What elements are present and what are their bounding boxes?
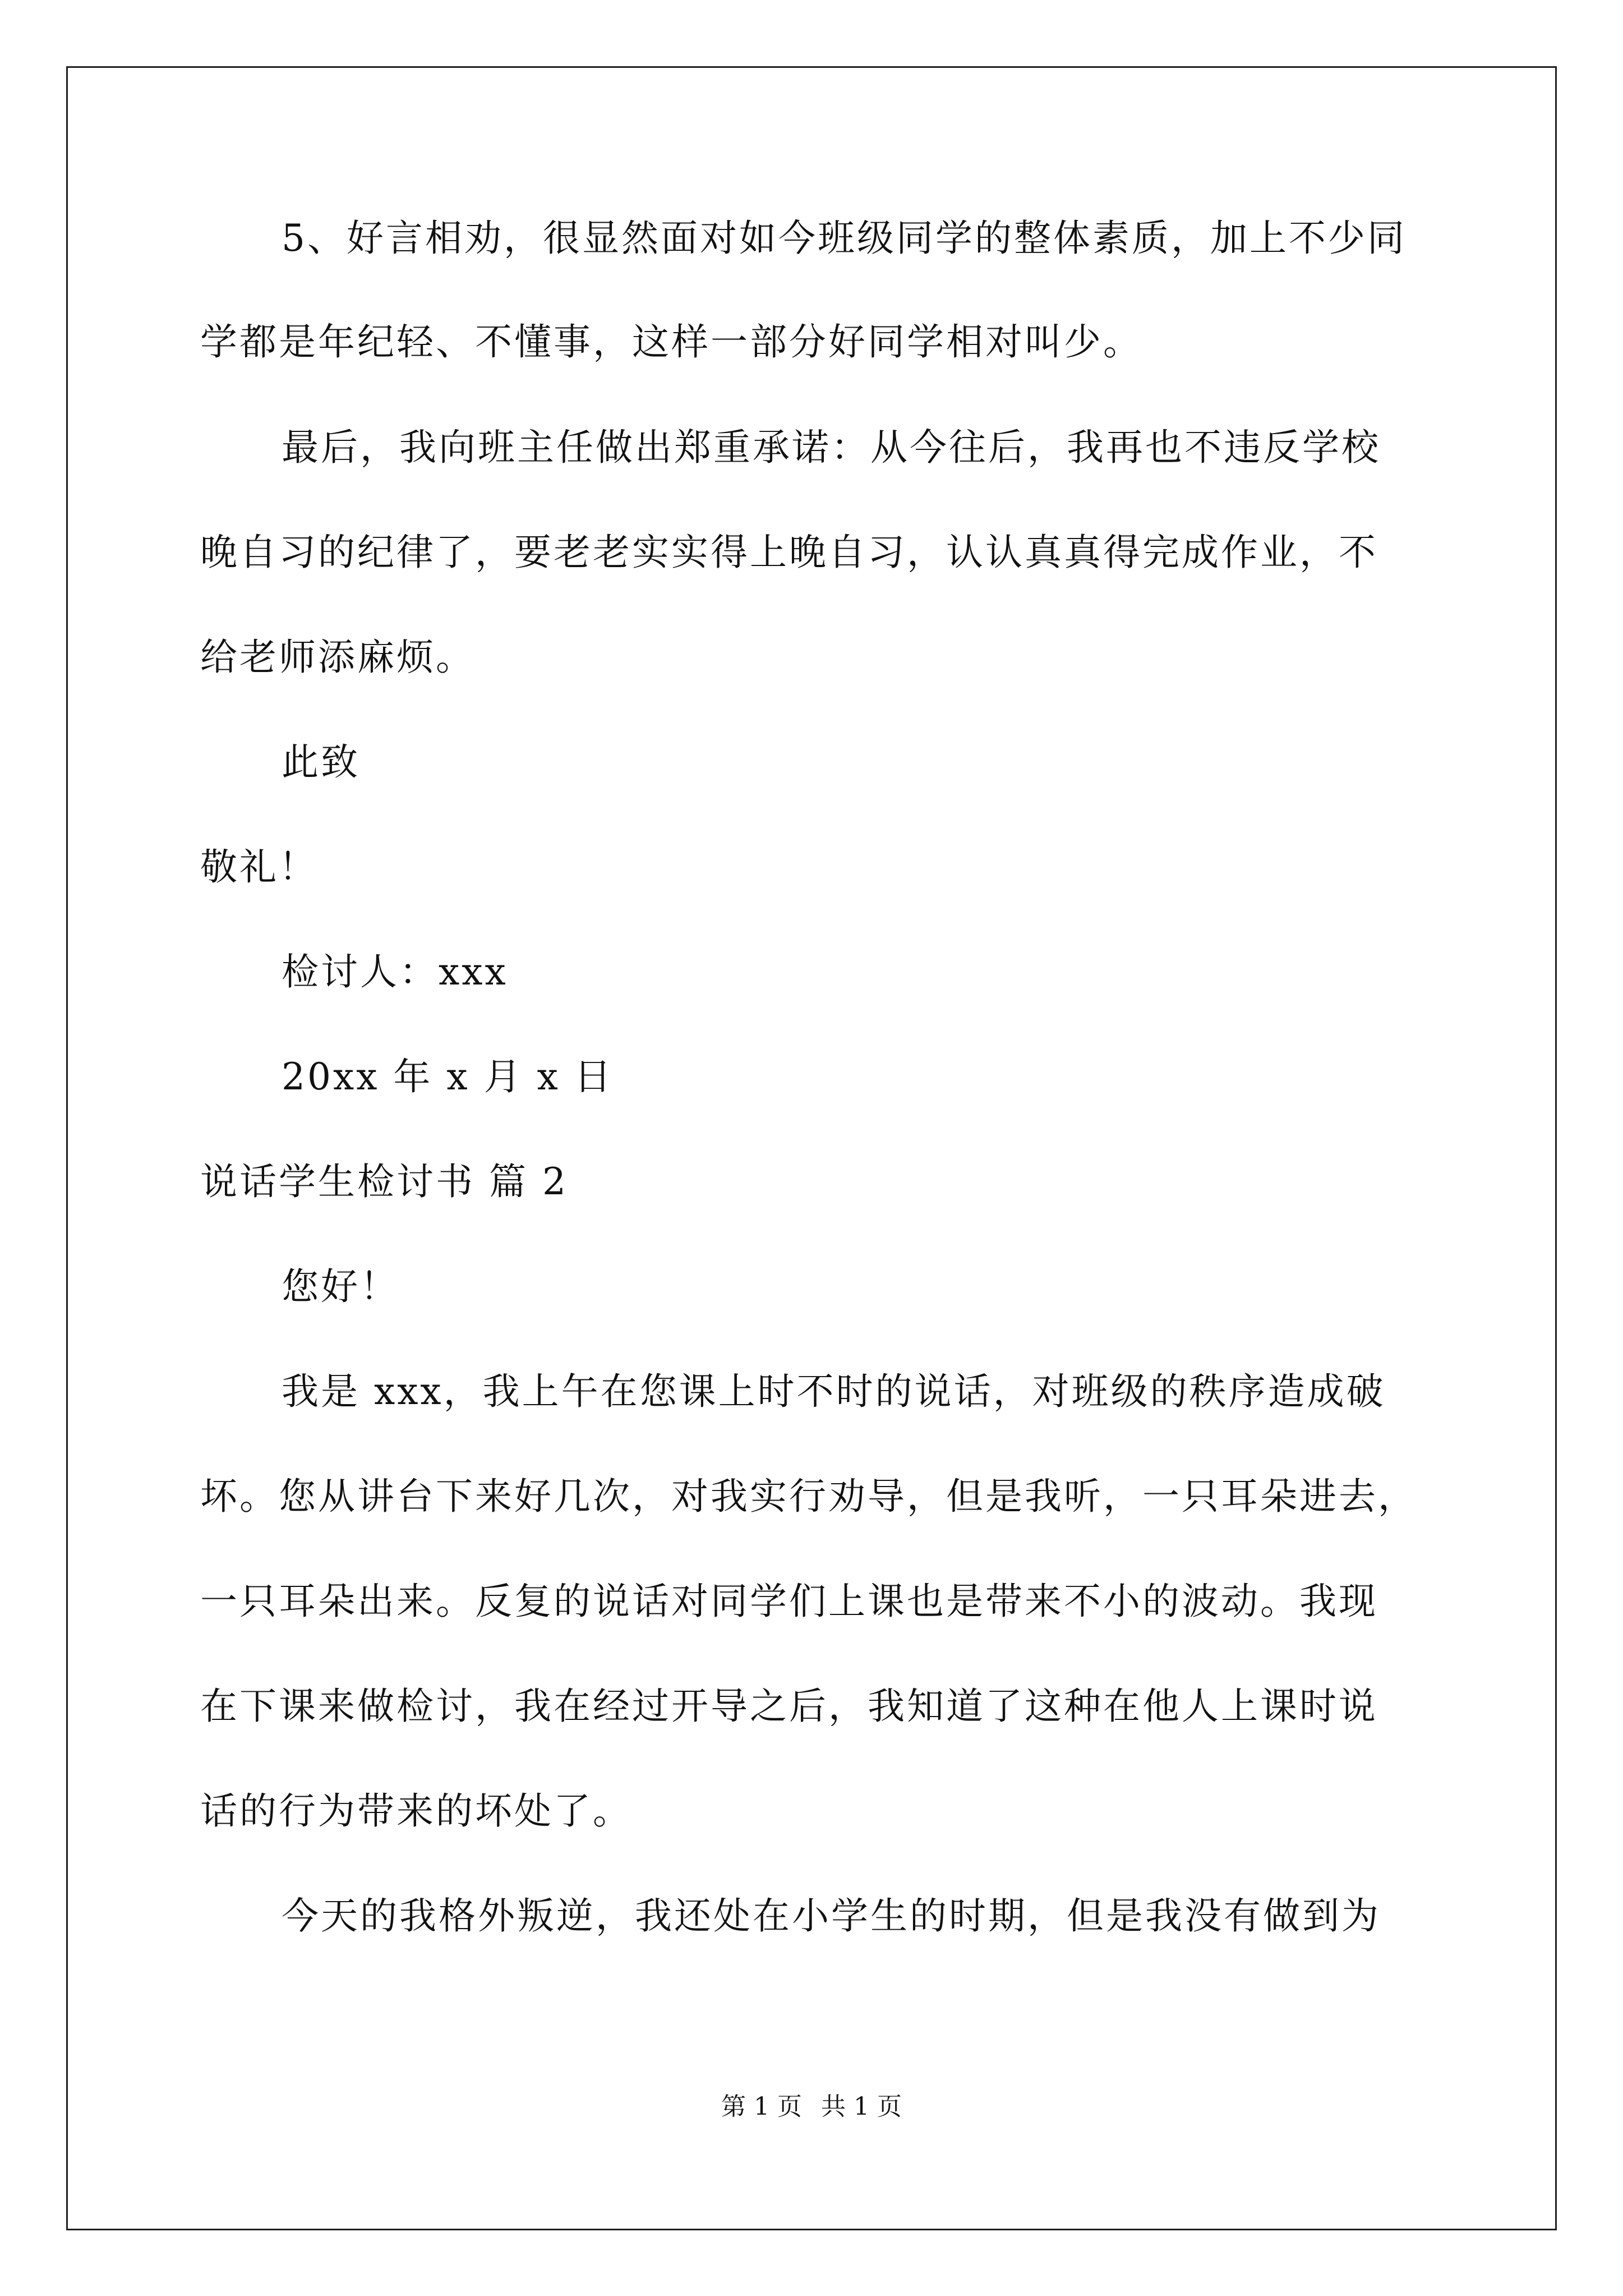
paragraph-line: 话的行为带来的坏处了。 — [200, 1789, 632, 1833]
greeting: 您好！ — [282, 1265, 399, 1308]
paragraph-line: 坏。您从讲台下来好几次，对我实行劝导，但是我听，一只耳朵进去， — [200, 1475, 1417, 1518]
page-footer — [0, 2091, 1623, 2123]
paragraph-line: 我是 xxx，我上午在您课上时不时的说话，对班级的秩序造成破 — [282, 1370, 1386, 1413]
page-number: 第 1 页 — [721, 2092, 802, 2121]
signature-author: 检讨人：xxx — [282, 950, 508, 993]
page-count: 共 1 页 — [821, 2092, 902, 2121]
section-heading: 说话学生检讨书 篇 2 — [200, 1160, 568, 1203]
document-body — [200, 213, 1434, 1941]
paragraph-line: 在下课来做检讨，我在经过开导之后，我知道了这种在他人上课时说 — [200, 1685, 1378, 1728]
signature-date: 20xx 年 x 月 x 日 — [282, 1055, 614, 1098]
paragraph-line: 今天的我格外叛逆，我还处在小学生的时期，但是我没有做到为 — [282, 1894, 1381, 1938]
paragraph-line: 学都是年纪轻、不懂事，这样一部分好同学相对叫少。 — [200, 320, 1142, 364]
paragraph-line: 一只耳朵出来。反复的说话对同学们上课也是带来不小的波动。我现 — [200, 1580, 1378, 1623]
paragraph-line: 最后，我向班主任做出郑重承诺：从今往后，我再也不违反学校 — [282, 426, 1381, 469]
salutation-closing: 此致 — [282, 740, 360, 784]
paragraph-line: 给老师添麻烦。 — [200, 636, 475, 679]
paragraph-line: 5、好言相劝，很显然面对如今班级同学的整体素质，加上不少同 — [282, 217, 1407, 260]
salutation-regards: 敬礼！ — [200, 845, 318, 889]
paragraph-line: 晚自习的纪律了，要老老实实得上晚自习，认认真真得完成作业，不 — [200, 531, 1378, 574]
